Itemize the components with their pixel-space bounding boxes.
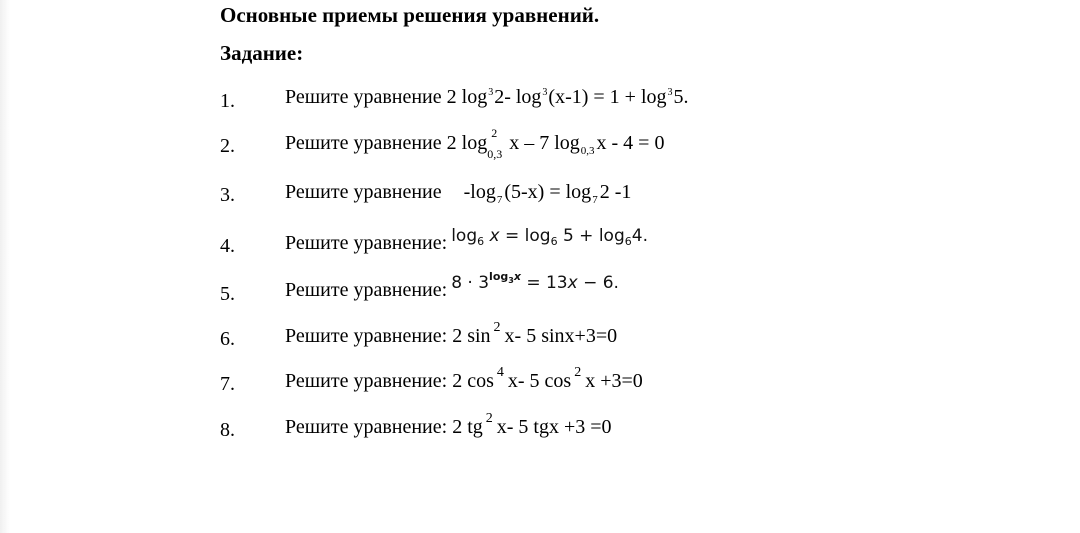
task-text <box>285 226 648 257</box>
equation-image <box>451 272 619 297</box>
formula-part: 4. <box>631 226 648 246</box>
formula-part: = log <box>499 226 551 246</box>
task-part: (x-1) = 1 + log <box>548 86 667 108</box>
task-lead: Решите уравнение: 2 tg <box>285 416 483 438</box>
formula-part: log <box>451 226 478 246</box>
task-part: 2- log <box>494 86 542 108</box>
formula-exponent-base: 3 <box>508 276 514 285</box>
task-text <box>285 126 665 161</box>
task-part: x +3=0 <box>585 370 643 392</box>
formula-part: − 6. <box>577 273 619 293</box>
task-part: x- 5 tgx +3 =0 <box>496 416 612 438</box>
formula-base: 6 <box>624 235 632 248</box>
task-number: 4. <box>220 235 235 257</box>
task-text <box>285 181 631 206</box>
log-power-base <box>487 126 509 161</box>
task-text <box>285 320 618 350</box>
task-part: (5-x) = log <box>504 181 592 203</box>
log-base: 3 <box>542 87 548 98</box>
log-base: 0,3 <box>580 145 595 157</box>
task-text <box>285 365 643 395</box>
task-item-6 <box>220 320 920 354</box>
formula-exponent-variable: x <box>513 270 521 283</box>
task-number: 2. <box>220 135 235 157</box>
task-item-5 <box>220 270 920 309</box>
task-number: 3. <box>220 184 235 206</box>
power-exponent: 2 <box>493 320 501 335</box>
task-item-2 <box>220 126 920 161</box>
task-number: 8. <box>220 419 235 441</box>
formula-part: 5 + log <box>557 226 625 246</box>
log-base: 7 <box>592 194 598 206</box>
page-edge-shadow <box>0 0 10 533</box>
log-power: 2 <box>491 126 498 140</box>
document-title: Основные приемы решения уравнений. <box>220 3 600 27</box>
power-exponent: 4 <box>496 365 504 380</box>
formula-variable: x <box>567 273 578 293</box>
task-lead: Решите уравнение: <box>285 232 448 254</box>
log-base: 7 <box>496 194 503 206</box>
task-number: 7. <box>220 373 235 395</box>
formula-base: 6 <box>550 235 558 248</box>
equation-image <box>451 225 648 249</box>
task-part: x – 7 log <box>509 132 580 154</box>
task-number: 5. <box>220 283 235 305</box>
task-part: 5. <box>673 86 689 108</box>
task-part: -log <box>463 181 496 203</box>
task-lead: Решите уравнение: <box>285 279 448 301</box>
formula-exponent: log <box>489 270 509 283</box>
task-text <box>285 411 612 441</box>
log-base: 3 <box>667 87 673 98</box>
task-item-7 <box>220 365 920 399</box>
task-item-1 <box>220 86 920 116</box>
assignment-heading: Задание: <box>220 41 304 65</box>
log-base: 0,3 <box>487 147 503 161</box>
power-exponent: 2 <box>574 365 582 380</box>
formula-part: 8 · 3 <box>451 273 490 293</box>
task-text <box>285 86 689 112</box>
task-part: x - 4 = 0 <box>596 132 665 154</box>
task-lead: Решите уравнение <box>285 181 442 203</box>
task-text <box>285 270 619 305</box>
task-lead: Решите уравнение: 2 cos <box>285 370 494 392</box>
task-lead: Решите уравнение 2 log <box>285 86 488 108</box>
task-part: x- 5 sinx+3=0 <box>504 325 618 347</box>
task-item-8 <box>220 411 920 445</box>
task-lead: Решите уравнение: 2 sin <box>285 325 491 347</box>
task-part: 2 -1 <box>599 181 632 203</box>
formula-variable: x <box>489 226 500 246</box>
task-item-4 <box>220 226 920 261</box>
task-lead: Решите уравнение 2 log <box>285 132 488 154</box>
power-exponent: 2 <box>485 411 493 426</box>
task-part: x- 5 cos <box>507 370 572 392</box>
formula-part: = 13 <box>520 273 568 293</box>
log-base: 3 <box>488 87 494 98</box>
task-number: 1. <box>220 90 235 112</box>
task-number: 6. <box>220 328 235 350</box>
formula-base: 6 <box>477 235 485 248</box>
task-item-3 <box>220 180 920 210</box>
